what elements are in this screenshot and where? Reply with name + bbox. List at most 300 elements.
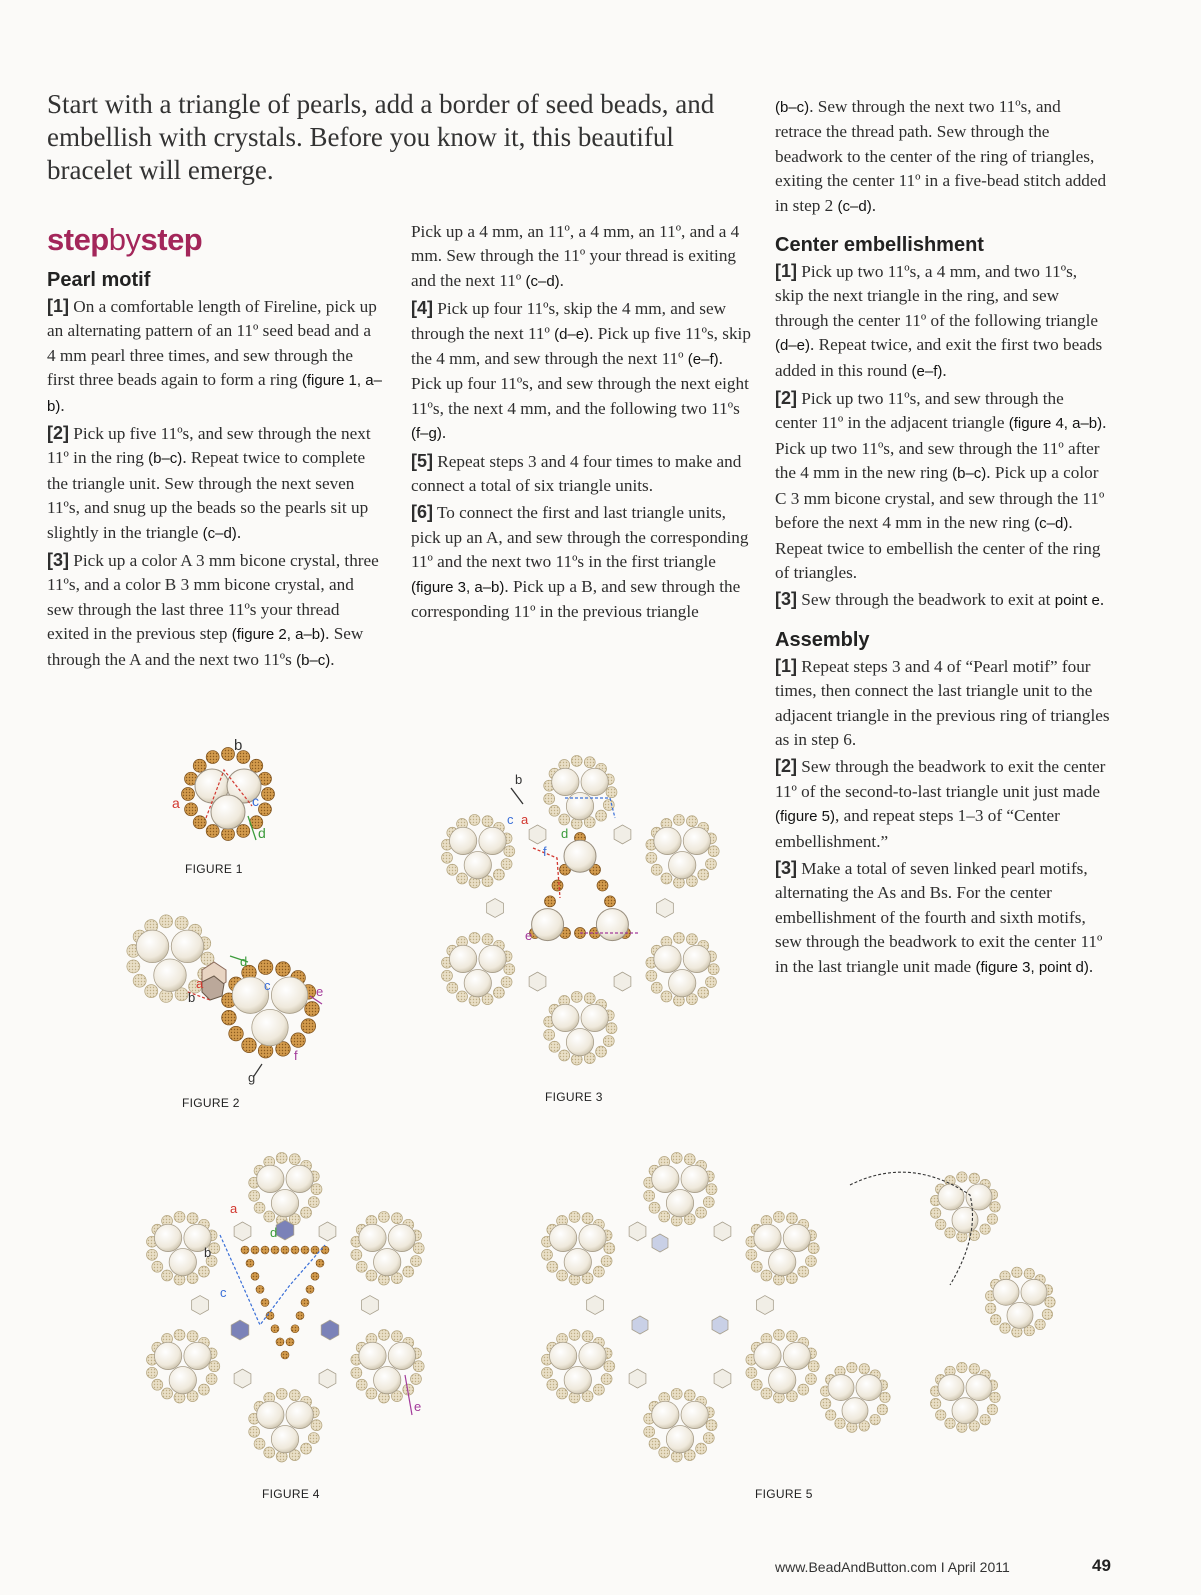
seed-bead bbox=[411, 1374, 422, 1385]
pearl bbox=[652, 1165, 679, 1192]
crystal bbox=[714, 1222, 731, 1241]
label-b: b bbox=[515, 772, 523, 787]
seed-bead bbox=[403, 1266, 414, 1277]
seed-bead bbox=[601, 1374, 612, 1385]
website-link[interactable]: www.BeadAndButton.com bbox=[775, 1559, 937, 1575]
crystal bbox=[712, 1316, 728, 1334]
crystal bbox=[529, 825, 546, 844]
seed-bead bbox=[321, 1246, 329, 1254]
pearl bbox=[754, 1342, 781, 1369]
crystal bbox=[231, 1320, 249, 1340]
seed-bead bbox=[206, 824, 219, 837]
assembly-step-1: [1] Repeat steps 3 and 4 of “Pearl motif” four times, then connect the last triangle unit to the adjacent triangle in the previous ring of triangles as in step 6. bbox=[775, 655, 1110, 749]
seed-bead bbox=[258, 960, 273, 975]
seed-bead bbox=[659, 1447, 670, 1458]
pearl bbox=[669, 970, 696, 997]
center-embellishment-title: Center embellishment bbox=[775, 234, 984, 257]
seed-bead bbox=[798, 1266, 809, 1277]
seed-bead bbox=[596, 810, 607, 821]
seed-bead bbox=[930, 1208, 940, 1218]
seed-bead bbox=[649, 1438, 660, 1449]
seed-bead bbox=[254, 1438, 265, 1449]
seed-bead bbox=[258, 803, 271, 816]
label-a: a bbox=[521, 812, 529, 827]
seed-bead bbox=[987, 1214, 997, 1224]
figure-5-diagram bbox=[510, 1125, 1070, 1475]
seed-bead bbox=[501, 977, 512, 988]
seed-bead bbox=[301, 1443, 312, 1454]
label-b: b bbox=[204, 1245, 212, 1260]
assembly-title: Assembly bbox=[775, 628, 870, 651]
pearl bbox=[449, 945, 476, 972]
seed-bead bbox=[264, 1447, 275, 1458]
pearl bbox=[681, 1165, 708, 1192]
seed-bead bbox=[930, 1398, 940, 1408]
column-3 bbox=[775, 95, 1110, 982]
seed-bead bbox=[127, 960, 140, 973]
pearl bbox=[271, 1190, 298, 1217]
pearl bbox=[579, 1342, 606, 1369]
label-d: d bbox=[240, 954, 248, 969]
crystal bbox=[657, 899, 674, 918]
seed-bead bbox=[311, 1420, 322, 1431]
seed-bead bbox=[413, 1243, 424, 1254]
seed-bead bbox=[356, 1261, 367, 1272]
seed-bead bbox=[308, 1197, 319, 1208]
issue-date: April 2011 bbox=[947, 1559, 1010, 1575]
seed-bead bbox=[542, 1249, 553, 1260]
label-c: c bbox=[507, 812, 514, 827]
figure-4-caption: FIGURE 4 bbox=[262, 1487, 320, 1501]
seed-bead bbox=[276, 1388, 287, 1399]
seed-bead bbox=[147, 1367, 158, 1378]
pearl bbox=[566, 793, 593, 820]
step-3-continued: Pick up a 4 mm, an 11º, a 4 mm, an 11º, and a 4 mm. Sew through the 11º your thread is exiting and the next 11º (c–d). bbox=[411, 222, 740, 290]
seed-bead bbox=[671, 1388, 682, 1399]
seed-bead bbox=[311, 1184, 322, 1195]
pearl bbox=[666, 1190, 693, 1217]
pearl bbox=[449, 827, 476, 854]
seed-bead bbox=[597, 880, 608, 891]
label-c: c bbox=[252, 793, 259, 809]
seed-bead bbox=[826, 1410, 836, 1420]
figure-1-caption: FIGURE 1 bbox=[185, 862, 243, 876]
seed-bead bbox=[644, 1190, 655, 1201]
seed-bead bbox=[378, 1211, 389, 1222]
seed-bead bbox=[222, 748, 235, 761]
seed-bead bbox=[557, 1270, 568, 1281]
assembly-step-3: [3] Make a total of seven linked pearl motifs, alternating the As and Bs. For the center embellishment of the fourth and sixth motifs, sew through the beadwork to exit the center 11º in the last triangle unit made (figure 3, point d). bbox=[775, 857, 1103, 976]
seed-bead bbox=[254, 1202, 265, 1213]
pearl bbox=[552, 768, 579, 795]
step-2: [2] Pick up five 11ºs, and sew through the next 11º in the ring (b–c). Repeat twice to complete the triangle unit. Sew through the next seven 11ºs, and snug up the beads so the pearls sit up slightly in the triangle (c–d). bbox=[47, 423, 371, 542]
seed-bead bbox=[306, 1285, 314, 1293]
seed-bead bbox=[806, 1256, 817, 1267]
seed-bead bbox=[378, 1329, 389, 1340]
crystal bbox=[614, 825, 631, 844]
pearl bbox=[681, 1401, 708, 1428]
pearl bbox=[564, 1249, 591, 1276]
pearl bbox=[552, 1004, 579, 1031]
seed-bead bbox=[649, 1202, 660, 1213]
seed-bead bbox=[604, 1361, 615, 1372]
label-c: c bbox=[264, 978, 271, 993]
seed-bead bbox=[493, 869, 504, 880]
seed-bead bbox=[820, 1398, 830, 1408]
seed-bead bbox=[659, 1211, 670, 1222]
crystal bbox=[652, 1234, 668, 1252]
pearl bbox=[581, 768, 608, 795]
seed-bead bbox=[286, 1338, 294, 1346]
seed-bead bbox=[569, 1329, 580, 1340]
figure-1-diagram bbox=[140, 728, 310, 858]
seed-bead bbox=[198, 1266, 209, 1277]
seed-bead bbox=[544, 1029, 555, 1040]
seed-bead bbox=[549, 1041, 560, 1052]
seed-bead bbox=[706, 1184, 717, 1195]
pearl bbox=[828, 1375, 854, 1401]
pearl bbox=[564, 1367, 591, 1394]
page-number: 49 bbox=[1092, 1556, 1111, 1575]
seed-bead bbox=[262, 788, 275, 801]
heading-step-2: step bbox=[140, 222, 203, 257]
seed-bead bbox=[249, 1426, 260, 1437]
label-d: d bbox=[561, 826, 569, 841]
label-f: f bbox=[543, 844, 547, 859]
heading-step: step bbox=[47, 222, 109, 257]
seed-bead bbox=[301, 1019, 316, 1034]
seed-bead bbox=[593, 1384, 604, 1395]
pearl-motif-title: Pearl motif bbox=[47, 269, 151, 291]
seed-bead bbox=[264, 1211, 275, 1222]
pearl bbox=[783, 1342, 810, 1369]
crystal bbox=[757, 1296, 774, 1315]
seed-bead bbox=[411, 1256, 422, 1267]
footer: www.BeadAndButton.com I April 2011 bbox=[775, 1559, 1010, 1575]
pearl bbox=[783, 1224, 810, 1251]
seed-bead bbox=[457, 991, 468, 1002]
pearl bbox=[549, 1342, 576, 1369]
crystal bbox=[234, 1222, 251, 1241]
label-a: a bbox=[172, 795, 180, 811]
pearl bbox=[596, 909, 628, 941]
seed-bead bbox=[1012, 1267, 1022, 1277]
seed-bead bbox=[222, 1010, 237, 1025]
seed-bead bbox=[1035, 1319, 1045, 1329]
crystal bbox=[487, 899, 504, 918]
seed-bead bbox=[249, 1190, 260, 1201]
crystal bbox=[192, 1296, 209, 1315]
seed-bead bbox=[281, 1246, 289, 1254]
seed-bead bbox=[250, 759, 263, 772]
pearl bbox=[154, 959, 187, 992]
seed-bead bbox=[552, 880, 563, 891]
seed-bead bbox=[504, 964, 515, 975]
pearl bbox=[388, 1342, 415, 1369]
label-f: f bbox=[294, 1048, 298, 1063]
seed-bead bbox=[703, 1433, 714, 1444]
seed-bead bbox=[835, 1418, 845, 1428]
seed-bead bbox=[880, 1392, 890, 1402]
label-c: c bbox=[220, 1285, 227, 1300]
seed-bead bbox=[646, 852, 657, 863]
label-e: e bbox=[414, 1399, 422, 1414]
seed-bead bbox=[703, 1197, 714, 1208]
crystal bbox=[629, 1369, 646, 1388]
seed-bead bbox=[316, 1259, 324, 1267]
seed-bead bbox=[936, 1219, 946, 1229]
pearl bbox=[952, 1207, 978, 1233]
pearl bbox=[1007, 1302, 1033, 1328]
seed-bead bbox=[761, 1270, 772, 1281]
seed-bead bbox=[957, 1172, 967, 1182]
seed-bead bbox=[193, 759, 206, 772]
pearl bbox=[566, 1029, 593, 1056]
seed-bead bbox=[990, 1392, 1000, 1402]
crystal bbox=[632, 1316, 648, 1334]
seed-bead bbox=[671, 1152, 682, 1163]
pearl bbox=[652, 1401, 679, 1428]
seed-bead bbox=[289, 1154, 300, 1165]
pearl bbox=[286, 1165, 313, 1192]
pearl bbox=[271, 1426, 298, 1453]
seed-bead bbox=[606, 1023, 617, 1034]
seed-bead bbox=[162, 1270, 173, 1281]
seed-bead bbox=[773, 1211, 784, 1222]
seed-bead bbox=[584, 757, 595, 768]
crystal bbox=[234, 1369, 251, 1388]
seed-bead bbox=[646, 970, 657, 981]
label-d: d bbox=[258, 825, 266, 841]
figure-3-diagram bbox=[415, 728, 745, 1088]
seed-bead bbox=[187, 1213, 198, 1224]
seed-bead bbox=[241, 1246, 249, 1254]
pearl bbox=[966, 1184, 992, 1210]
pearl bbox=[581, 1004, 608, 1031]
seed-bead bbox=[291, 1033, 306, 1048]
pearl bbox=[654, 945, 681, 972]
seed-bead bbox=[870, 1414, 880, 1424]
step-5: [5] Repeat steps 3 and 4 four times to make and connect a total of six triangle units. bbox=[411, 450, 742, 496]
pearl bbox=[938, 1375, 964, 1401]
seed-bead bbox=[301, 1246, 309, 1254]
seed-bead bbox=[571, 755, 582, 766]
label-a: a bbox=[230, 1201, 238, 1216]
seed-bead bbox=[1024, 1268, 1034, 1278]
pearl bbox=[154, 1224, 181, 1251]
pearl bbox=[856, 1375, 882, 1401]
pearl bbox=[938, 1184, 964, 1210]
thread-path bbox=[511, 788, 523, 804]
seed-bead bbox=[808, 1243, 819, 1254]
seed-bead bbox=[786, 1331, 797, 1342]
seed-bead bbox=[547, 1261, 558, 1272]
pearl bbox=[666, 1426, 693, 1453]
seed-bead bbox=[686, 934, 697, 945]
pearl bbox=[564, 840, 596, 872]
step-3: [3] Pick up a color A 3 mm bicone crystal, three 11ºs, and a color B 3 mm bicone crystal, and sew through the last three 11ºs your thread exited in the previous step (figure 2, a–b). Sew through the A and the next two 11ºs (b–c). bbox=[47, 550, 379, 669]
seed-bead bbox=[582, 1331, 593, 1342]
pearl bbox=[257, 1401, 284, 1428]
seed-bead bbox=[301, 1299, 309, 1307]
seed-bead bbox=[708, 846, 719, 857]
assembly-step-2: [2] Sew through the beadwork to exit the center 11º of the second-to-last triangle unit just made (figure 5), and repeat steps 1–3 of “Center embellishment.” bbox=[775, 756, 1106, 851]
seed-bead bbox=[661, 873, 672, 884]
seed-bead bbox=[557, 1388, 568, 1399]
pearl bbox=[388, 1224, 415, 1251]
seed-bead bbox=[504, 846, 515, 857]
seed-bead bbox=[651, 982, 662, 993]
seed-bead bbox=[559, 814, 570, 825]
label-g: g bbox=[248, 1070, 256, 1085]
pearl bbox=[359, 1342, 386, 1369]
seed-bead bbox=[251, 1272, 259, 1280]
seed-bead bbox=[229, 1026, 244, 1041]
seed-bead bbox=[291, 1246, 299, 1254]
seed-bead bbox=[544, 793, 555, 804]
seed-bead bbox=[786, 1213, 797, 1224]
seed-bead bbox=[482, 934, 493, 945]
seed-bead bbox=[605, 896, 616, 907]
seed-bead bbox=[271, 1325, 279, 1333]
seed-bead bbox=[301, 1207, 312, 1218]
seed-bead bbox=[187, 1331, 198, 1342]
seed-bead bbox=[160, 915, 173, 928]
heading-by: by bbox=[108, 222, 141, 257]
seed-bead bbox=[152, 1261, 163, 1272]
pearl bbox=[479, 827, 506, 854]
crystal bbox=[714, 1369, 731, 1388]
seed-bead bbox=[251, 1246, 259, 1254]
seed-bead bbox=[291, 1325, 299, 1333]
seed-bead bbox=[706, 859, 717, 870]
seed-bead bbox=[175, 916, 188, 929]
seed-bead bbox=[276, 1338, 284, 1346]
pearl bbox=[171, 930, 204, 963]
label-e: e bbox=[525, 928, 533, 943]
center-step-3: [3] Sew through the beadwork to exit at point e. bbox=[775, 589, 1105, 610]
seed-bead bbox=[980, 1414, 990, 1424]
column-2 bbox=[411, 220, 751, 627]
seed-bead bbox=[1000, 1323, 1010, 1333]
seed-bead bbox=[351, 1249, 362, 1260]
pearl bbox=[184, 1342, 211, 1369]
seed-bead bbox=[366, 1270, 377, 1281]
seed-bead bbox=[162, 1388, 173, 1399]
label-a: a bbox=[196, 976, 204, 991]
seed-bead bbox=[582, 1213, 593, 1224]
seed-bead bbox=[308, 1433, 319, 1444]
seed-bead bbox=[686, 816, 697, 827]
figure-3-caption: FIGURE 3 bbox=[545, 1090, 603, 1104]
crystal bbox=[629, 1222, 646, 1241]
figure-5-caption: FIGURE 5 bbox=[755, 1487, 813, 1501]
pearl bbox=[683, 827, 710, 854]
seed-bead bbox=[606, 787, 617, 798]
seed-bead bbox=[601, 1256, 612, 1267]
seed-bead bbox=[706, 977, 717, 988]
seed-bead bbox=[673, 932, 684, 943]
seed-bead bbox=[351, 1367, 362, 1378]
seed-bead bbox=[182, 788, 195, 801]
pearl bbox=[479, 945, 506, 972]
seed-bead bbox=[696, 1207, 707, 1218]
seed-bead bbox=[584, 993, 595, 1004]
pearl bbox=[464, 970, 491, 997]
seed-bead bbox=[1042, 1309, 1052, 1319]
seed-bead bbox=[746, 1367, 757, 1378]
pearl bbox=[842, 1398, 868, 1424]
center-step-2: [2] Pick up two 11ºs, and sew through the center 11º in the adjacent triangle (figure 4, a–b). Pick up two 11ºs, and sew through the 11º after the 4 mm in the new ring (b–c). Pick up a color C 3 mm bicone crystal, and sew through the 11º before the next 4 mm in the new ring (c–d). Repeat twice to embellish the center of the ring of triangles. bbox=[775, 388, 1107, 582]
pearl bbox=[211, 795, 245, 829]
seed-bead bbox=[133, 974, 146, 987]
pearl bbox=[257, 1165, 284, 1192]
seed-bead bbox=[469, 814, 480, 825]
seed-bead bbox=[457, 873, 468, 884]
seed-bead bbox=[469, 932, 480, 943]
pearl bbox=[1021, 1279, 1047, 1305]
pearl bbox=[271, 977, 307, 1013]
seed-bead bbox=[673, 814, 684, 825]
seed-bead bbox=[698, 869, 709, 880]
seed-bead bbox=[549, 805, 560, 816]
pearl bbox=[532, 909, 564, 941]
seed-bead bbox=[261, 1299, 269, 1307]
seed-bead bbox=[559, 1050, 570, 1061]
crystal bbox=[321, 1320, 339, 1340]
crystal bbox=[319, 1369, 336, 1388]
seed-bead bbox=[945, 1228, 955, 1238]
seed-bead bbox=[296, 1312, 304, 1320]
seed-bead bbox=[798, 1384, 809, 1395]
seed-bead bbox=[980, 1224, 990, 1234]
seed-bead bbox=[261, 1246, 269, 1254]
pearl bbox=[683, 945, 710, 972]
label-e: e bbox=[316, 984, 324, 999]
seed-bead bbox=[746, 1249, 757, 1260]
seed-bead bbox=[242, 1038, 257, 1053]
seed-bead bbox=[773, 1329, 784, 1340]
pearl bbox=[169, 1249, 196, 1276]
seed-bead bbox=[1045, 1297, 1055, 1307]
pearl bbox=[769, 1367, 796, 1394]
seed-bead bbox=[209, 1361, 220, 1372]
pearl bbox=[374, 1249, 401, 1276]
seed-bead bbox=[185, 803, 198, 816]
seed-bead bbox=[366, 1388, 377, 1399]
seed-bead bbox=[761, 1388, 772, 1399]
pearl bbox=[359, 1224, 386, 1251]
seed-bead bbox=[644, 1426, 655, 1437]
seed-bead bbox=[442, 970, 453, 981]
figure-4-diagram bbox=[120, 1125, 450, 1475]
seed-bead bbox=[706, 1420, 717, 1431]
seed-bead bbox=[684, 1154, 695, 1165]
seed-bead bbox=[206, 751, 219, 764]
section-heading bbox=[47, 222, 202, 258]
seed-bead bbox=[987, 1404, 997, 1414]
crystal bbox=[362, 1296, 379, 1315]
pearl bbox=[286, 1401, 313, 1428]
seed-bead bbox=[698, 987, 709, 998]
seed-bead bbox=[447, 864, 458, 875]
crystal bbox=[614, 972, 631, 991]
pearl bbox=[579, 1224, 606, 1251]
seed-bead bbox=[571, 991, 582, 1002]
seed-bead bbox=[256, 1285, 264, 1293]
seed-bead bbox=[493, 987, 504, 998]
step-6-continued: (b–c). Sew through the next two 11ºs, and retrace the thread path. Sew through the beadwork to the center of the ring of triangles, exiting the center 11º in a five-bead stitch added in step 2 (c–d). bbox=[775, 97, 1107, 215]
